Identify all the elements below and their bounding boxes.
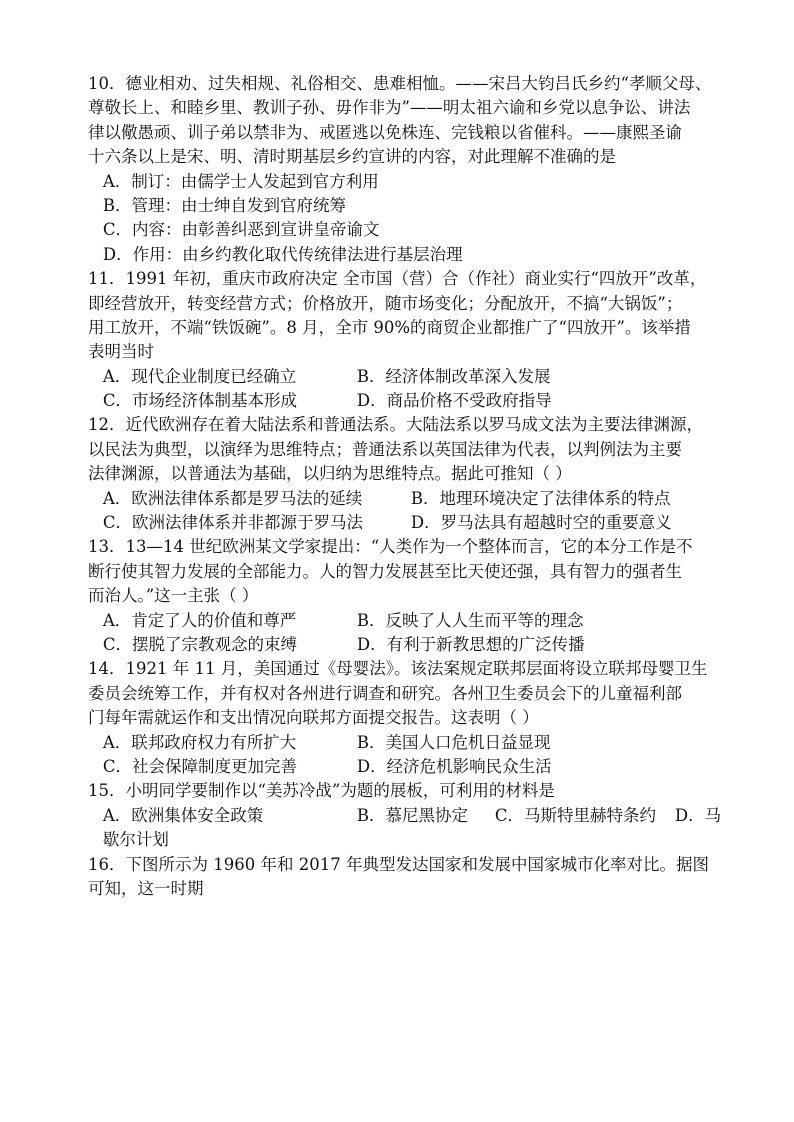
question-16 bbox=[88, 853, 738, 902]
question-text: 十六条以上是宋、明、清时期基层乡约宣讲的内容，对此理解不准确的是 bbox=[88, 147, 616, 167]
option-b: B．反映了人人生而平等的理念 bbox=[356, 610, 584, 630]
question-text: 13．13—14 世纪欧洲某文学家提出：“人类作为一个整体而言，它的本分工作是不 bbox=[88, 537, 693, 557]
option-a: A．欧洲法律体系都是罗马法的延续 bbox=[102, 488, 363, 508]
option-c: C．欧洲法律体系并非都源于罗马法 bbox=[102, 513, 363, 533]
question-text: 12．近代欧洲存在着大陆法系和普通法系。大陆法系以罗马成文法为主要法律渊源， bbox=[88, 415, 703, 435]
option-row bbox=[88, 731, 738, 755]
question-text: 16．下图所示为 1960 年和 2017 年典型发达国家和发展中国家城市化率对比。据图 bbox=[88, 854, 709, 874]
option-d-continued: 歇尔计划 bbox=[102, 830, 169, 850]
option-d: D．经济危机影响民众生活 bbox=[356, 756, 552, 776]
option-c: C．市场经济体制基本形成 bbox=[102, 391, 297, 411]
option-b: B．地理环境决定了法律体系的特点 bbox=[410, 488, 671, 508]
question-text: 15．小明同学要制作以“美苏冷战”为题的展板，可利用的材料是 bbox=[88, 781, 555, 801]
question-text: 14．1921 年 11 月，美国通过《母婴法》。该法案规定联邦层面将设立联邦母婴卫生 bbox=[88, 659, 708, 679]
question-text: 10．德业相劝、过失相规、礼俗相交、患难相恤。——宋吕大钧吕氏乡约“孝顺父母、 bbox=[88, 74, 712, 93]
figure-area bbox=[88, 901, 738, 1121]
question-14 bbox=[88, 657, 738, 779]
option-a: A．肯定了人的价值和尊严 bbox=[102, 610, 297, 630]
question-15 bbox=[88, 779, 738, 852]
option-a: A．联邦政府权力有所扩大 bbox=[102, 732, 297, 752]
option-row bbox=[88, 389, 738, 413]
question-12 bbox=[88, 413, 738, 535]
question-text: 用工放开，不端“铁饭碗”。8 月，全市 90%的商贸企业都推广了“四放开”。该举措 bbox=[88, 317, 691, 337]
question-text: 而治人。”这一主张（ ） bbox=[88, 586, 259, 606]
option-b: B．美国人口危机日益显现 bbox=[356, 732, 551, 752]
option-b: B．管理：由士绅自发到官府统筹 bbox=[102, 195, 346, 215]
option-b: B．经济体制改革深入发展 bbox=[356, 366, 551, 386]
question-text: 表明当时 bbox=[88, 342, 154, 362]
question-text: 法律渊源，以普通法为基础，以归纳为思维特点。据此可推知（ ） bbox=[88, 464, 572, 484]
option-row bbox=[88, 755, 738, 779]
option-d: D．马 bbox=[674, 805, 722, 825]
question-text: 委员会统筹工作，并有权对各州进行调查和研究。各州卫生委员会下的儿童福利部 bbox=[88, 683, 682, 703]
question-text: 律以儆愚顽、训子弟以禁非为、戒匿逃以免株连、完钱粮以省催科。——康熙圣谕 bbox=[88, 122, 682, 142]
option-c: C．社会保障制度更加完善 bbox=[102, 756, 297, 776]
option-row bbox=[88, 487, 738, 511]
question-text: 即经营放开，转变经营方式；价格放开，随市场变化；分配放开，不搞“大锅饭”； bbox=[88, 293, 683, 313]
question-text: 断行使其智力发展的全部能力。人的智力发展甚至比天使还强，具有智力的强者生 bbox=[88, 561, 682, 581]
option-d: D．作用：由乡约教化取代传统律法进行基层治理 bbox=[102, 244, 463, 264]
option-d: D．有利于新教思想的广泛传播 bbox=[356, 634, 585, 654]
question-text: 门每年需就运作和支出情况向联邦方面提交报告。这表明（ ） bbox=[88, 708, 539, 728]
option-d: D．罗马法具有超越时空的重要意义 bbox=[410, 513, 672, 533]
option-b: B．慕尼黑协定 bbox=[356, 805, 468, 825]
option-a: A．制订：由儒学士人发起到官方利用 bbox=[102, 171, 379, 191]
option-row bbox=[88, 804, 738, 828]
option-c: C．摆脱了宗教观念的束缚 bbox=[102, 634, 297, 654]
question-text: 11．1991 年初，重庆市政府决定 全市国（营）合（作社）商业实行“四放开”改革， bbox=[88, 269, 707, 289]
question-10 bbox=[88, 72, 738, 267]
option-row bbox=[88, 365, 738, 389]
question-text: 以民法为典型，以演绎为思维特点；普通法系以英国法律为代表，以判例法为主要 bbox=[88, 439, 682, 459]
option-row bbox=[88, 511, 738, 535]
option-row bbox=[88, 633, 738, 657]
question-text: 可知，这一时期 bbox=[88, 878, 204, 898]
option-row bbox=[88, 609, 738, 633]
question-13 bbox=[88, 535, 738, 657]
option-a: A．欧洲集体安全政策 bbox=[102, 805, 264, 825]
option-d: D．商品价格不受政府指导 bbox=[356, 391, 552, 411]
question-11 bbox=[88, 267, 738, 413]
option-c: C．马斯特里赫特条约 bbox=[494, 805, 656, 825]
exam-page bbox=[88, 72, 738, 1121]
question-text: 尊敬长上、和睦乡里、教训子孙、毋作非为”——明太祖六谕和乡党以息争讼、讲法 bbox=[88, 98, 691, 118]
option-c: C．内容：由彰善纠恶到宣讲皇帝谕文 bbox=[102, 220, 380, 240]
option-a: A．现代企业制度已经确立 bbox=[102, 366, 297, 386]
